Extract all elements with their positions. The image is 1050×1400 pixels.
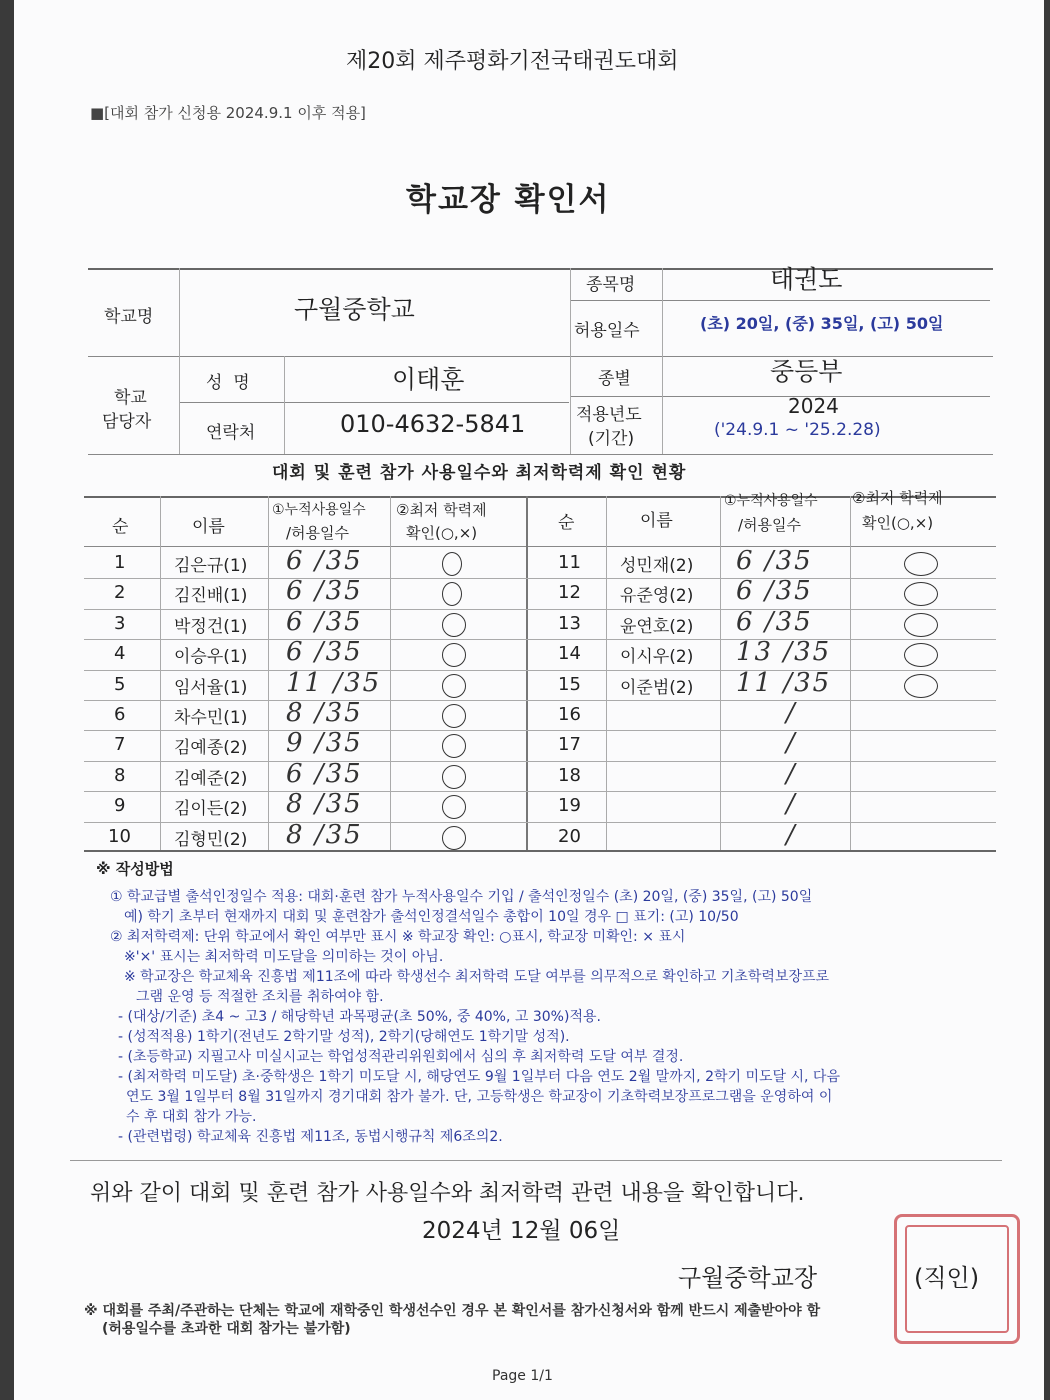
days-used: 9 /35: [286, 728, 363, 759]
row-number: 3: [114, 612, 126, 634]
row-divider: [526, 700, 996, 701]
note-line: 연도 3월 1일부터 8월 31일까지 경기대회 참가 불가. 단, 고등학생은 학교장이 기초학력보장프로그램을 운영하여 이: [126, 1089, 833, 1105]
note-line: - (최저학력 미도달) 초·중학생은 1학기 미도달 시, 해당연도 9월 1일부터 다음 연도 2월 말까지, 2학기 미도달 시, 다음: [118, 1069, 840, 1085]
allow-label: 허용일수: [574, 321, 640, 341]
note-line: - (초등학교) 지필고사 미실시교는 학업성적관리위원회에서 심의 후 최저학력 도달 여부 결정.: [118, 1049, 684, 1065]
header-days-right-2: /허용일수: [738, 516, 802, 534]
school-name: 구월중학교: [294, 295, 415, 324]
note-line: ※'×' 표시는 최저학력 미도달을 의미하는 것이 아님.: [124, 949, 444, 965]
row-number: 4: [114, 643, 126, 665]
name-label: 성 명: [206, 373, 250, 393]
row-number: 16: [558, 704, 581, 725]
confirm-mark-o: [442, 674, 466, 698]
confirm-mark-o: [442, 704, 466, 728]
type-value: 중등부: [770, 357, 843, 386]
row-number: 19: [558, 795, 581, 817]
student-name: 김예종(2): [174, 738, 248, 759]
confirm-mark-o: [442, 613, 466, 637]
row-number: 11: [558, 552, 581, 573]
header-days-left-2: /허용일수: [286, 524, 350, 542]
student-name: 차수민(1): [174, 708, 248, 728]
divider: [70, 1160, 1002, 1161]
section-title: 대회 및 훈련 참가 사용일수와 최저학력제 확인 현황: [272, 463, 687, 483]
row-number: 13: [558, 612, 581, 634]
days-used: 6 /35: [286, 576, 363, 607]
contact-label: 연락처: [206, 423, 256, 443]
row-divider: [526, 761, 996, 762]
row-number: 18: [558, 764, 581, 786]
student-name: 이승우(1): [174, 647, 248, 668]
confirm-mark-o: [904, 582, 938, 606]
confirm-mark-o: [442, 826, 466, 850]
days-used: 8 /35: [286, 698, 363, 728]
note-line: ② 최저학력제: 단위 학교에서 확인 여부만 표시 ※ 학교장 확인: ○표시, 학교장 미확인: × 표시: [110, 929, 686, 945]
row-number: 8: [114, 764, 126, 786]
header-min-left-1: ②최저 학력제: [396, 501, 487, 519]
confirm-mark-o: [904, 552, 938, 576]
footer-note-2: (허용일수를 초과한 대회 참가는 불가함): [102, 1321, 351, 1337]
note-line: - (대상/기준) 초4 ~ 고3 / 해당학년 과목평균(초 50%, 중 40%, 고 30%)적용.: [118, 1009, 601, 1025]
days-used: 6 /35: [286, 606, 363, 637]
row-number: 7: [114, 734, 126, 756]
days-used: /: [786, 758, 797, 789]
header-min-left-2: 확인(○,×): [406, 524, 478, 542]
days-used: 11 /35: [286, 667, 382, 698]
header-days-left-1: ①누적사용일수: [272, 502, 366, 518]
row-number: 10: [108, 825, 131, 847]
seal-label: (직인): [914, 1264, 980, 1292]
days-used: 8 /35: [286, 789, 363, 820]
confirm-mark-o: [442, 643, 466, 667]
row-number: 14: [558, 643, 581, 665]
confirm-mark-o: [904, 643, 938, 667]
note-line: - (관련법령) 학교체육 진흥법 제11조, 동법시행규칙 제6조의2.: [118, 1129, 503, 1145]
manager-name: 이태훈: [392, 365, 465, 394]
student-name: 윤연호(2): [620, 616, 694, 637]
confirm-mark-o: [442, 582, 462, 606]
confirm-mark-o: [904, 674, 938, 698]
row-number: 17: [558, 734, 581, 756]
student-name: 김이든(2): [174, 799, 248, 820]
document-page: [14, 0, 1044, 1400]
row-divider: [526, 822, 996, 823]
days-used: 8 /35: [286, 819, 363, 850]
page-number: Page 1/1: [492, 1368, 553, 1384]
row-divider: [526, 730, 996, 731]
days-used: 6 /35: [736, 576, 813, 607]
student-name: 유준영(2): [620, 586, 694, 607]
contact-value: 010-4632-5841: [340, 410, 526, 438]
header-name-right: 이름: [640, 511, 673, 531]
row-number: 2: [114, 582, 126, 604]
header-no-right: 순: [558, 513, 575, 533]
days-used: 6 /35: [286, 758, 363, 789]
type-label: 종별: [598, 369, 631, 389]
document-title: 학교장 확인서: [406, 182, 611, 218]
row-number: 12: [558, 582, 581, 604]
manager-label-1: 학교: [114, 388, 147, 408]
allow-value: (초) 20일, (중) 35일, (고) 50일: [700, 314, 944, 333]
confirm-date: 2024년 12월 06일: [422, 1218, 621, 1244]
year-label-2: (기간): [588, 429, 635, 449]
footer-note-1: ※ 대회를 주최/주관하는 단체는 학교에 재학중인 학생선수인 경우 본 확인서를 참가신청서와 함께 반드시 제출받아야 함: [84, 1303, 821, 1319]
student-name: 김은규(1): [174, 556, 248, 576]
event-label: 종목명: [586, 275, 636, 295]
row-number: 5: [114, 673, 126, 695]
notes-title: ※ 작성방법: [96, 860, 174, 878]
event-name: 태권도: [770, 265, 843, 294]
manager-label-2: 담당자: [102, 412, 152, 432]
confirm-text: 위와 같이 대회 및 훈련 참가 사용일수와 최저학력 관련 내용을 확인합니다.: [90, 1181, 805, 1206]
row-number: 1: [114, 552, 126, 573]
header-days-right-1: ①누적사용일수: [724, 493, 818, 509]
competition-title: 제20회 제주평화기전국태권도대회: [346, 49, 679, 74]
confirm-mark-o: [904, 613, 938, 637]
year-label-1: 적용년도: [576, 405, 642, 425]
days-used: /: [786, 819, 797, 850]
note-line: 수 후 대회 참가 가능.: [126, 1109, 257, 1125]
confirm-mark-o: [442, 552, 462, 576]
confirm-mark-o: [442, 795, 466, 819]
header-no-left: 순: [112, 517, 129, 537]
days-used: /: [786, 728, 797, 759]
student-name: 임서율(1): [174, 677, 248, 698]
student-name: 이준범(2): [620, 677, 694, 698]
header-name-left: 이름: [192, 517, 225, 537]
days-used: 13 /35: [736, 637, 832, 668]
year-period: ('24.9.1 ~ '25.2.28): [714, 420, 881, 440]
days-used: 6 /35: [286, 637, 363, 668]
year-value: 2024: [788, 394, 839, 418]
student-name: 김진배(1): [174, 586, 248, 607]
note-line: 그램 운영 등 적절한 조치를 취하여야 함.: [136, 989, 384, 1005]
days-used: 6 /35: [286, 546, 363, 576]
header-min-right-2: 확인(○,×): [862, 514, 934, 532]
header-min-right-1: ②최저 학력제: [852, 489, 943, 507]
student-name: 김예준(2): [174, 768, 248, 789]
days-used: 6 /35: [736, 546, 813, 576]
note-line: ※ 학교장은 학교체육 진흥법 제11조에 따라 학생선수 최저학력 도달 여부를 의무적으로 확인하고 기초학력보장프로: [124, 969, 830, 985]
student-name: 김형민(2): [174, 829, 248, 850]
student-name: 이시우(2): [620, 647, 694, 668]
days-used: /: [786, 789, 797, 820]
row-divider: [526, 791, 996, 792]
days-used: /: [786, 698, 797, 728]
row-number: 20: [558, 825, 581, 847]
confirm-mark-o: [442, 765, 466, 789]
note-line: - (성적적용) 1학기(전년도 2학기말 성적), 2학기(당해연도 1학기말 성적).: [118, 1029, 570, 1045]
confirm-mark-o: [442, 734, 466, 758]
info-top-line: [88, 268, 993, 270]
usage-tag: ■[대회 참가 신청용 2024.9.1 이후 적용]: [90, 104, 366, 122]
row-number: 6: [114, 704, 126, 725]
student-name: 박정건(1): [174, 616, 248, 637]
days-used: 11 /35: [736, 667, 832, 698]
note-line: ① 학교급별 출석인정일수 적용: 대회·훈련 참가 누적사용일수 기입 / 출석인정일수 (초) 20일, (중) 35일, (고) 50일: [110, 889, 813, 905]
days-used: 6 /35: [736, 606, 813, 637]
row-number: 15: [558, 673, 581, 695]
principal-name: 구월중학교장: [678, 1264, 818, 1292]
row-number: 9: [114, 795, 126, 817]
student-name: 성민재(2): [620, 556, 694, 576]
note-line: 예) 학기 초부터 현재까지 대회 및 훈련참가 출석인정결석일수 총합이 10일 경우 □ 표기: (고) 10/50: [124, 909, 739, 925]
school-label: 학교명: [104, 307, 154, 327]
